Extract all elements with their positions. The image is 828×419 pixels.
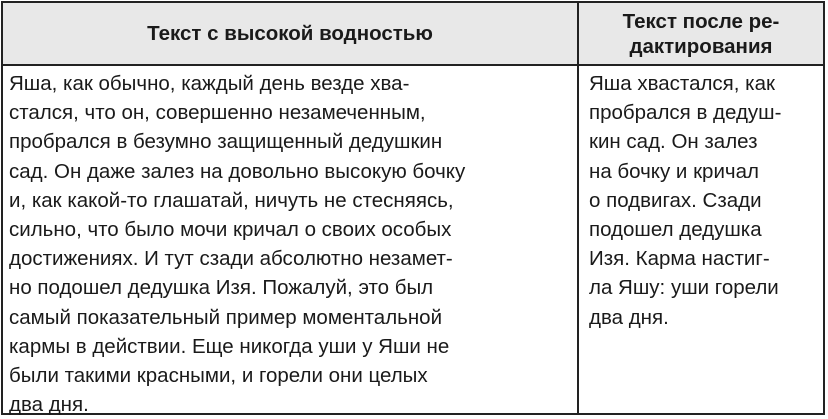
high-water-text-line: пробрался в безумно защищенный дедушкин xyxy=(9,130,443,154)
edited-text-line: Яша хвастался, как xyxy=(589,72,775,95)
high-water-text-line: самый показательный пример моментальной xyxy=(9,305,443,329)
high-water-text-line: стался, что он, совершенно незамеченным, xyxy=(9,101,426,125)
high-water-text-cell xyxy=(3,66,579,417)
edited-text-line: пробрался в дедуш- xyxy=(589,101,782,125)
high-water-text-line: сад. Он даже залез на довольно высокую бочку xyxy=(9,159,466,183)
edited-text-line: Изя. Карма настиг- xyxy=(589,247,770,271)
edited-text-line: подошел дедушка xyxy=(589,218,762,242)
header-high-water-text xyxy=(3,3,579,66)
high-water-text-line: достижениях. И тут сзади абсолютно незамет- xyxy=(9,247,453,271)
high-water-text-line: Яша, как обычно, каждый день везде хва- xyxy=(9,72,410,95)
high-water-text-line: были такими красными, и горели они целых xyxy=(9,364,428,388)
edited-text-line: на бочку и кричал xyxy=(589,159,759,183)
high-water-text-line: но подошел дедушка Изя. Пожалуй, это был xyxy=(9,276,434,300)
header-edited-text xyxy=(579,3,823,66)
high-water-text-line: кармы в действии. Еще никогда уши у Яши не xyxy=(9,334,450,358)
edited-text-cell xyxy=(579,66,823,413)
header-edited-text-line-1: Текст после ре- xyxy=(622,9,780,33)
edited-text-line: ла Яшу: уши горели xyxy=(589,276,779,300)
edited-text-line: кин сад. Он залез xyxy=(589,130,758,154)
high-water-text-line: два дня. xyxy=(9,393,89,417)
header-high-water-text-label: Текст с высокой водностью xyxy=(147,22,433,45)
edited-text-line: о подвигах. Сзади xyxy=(589,188,762,212)
header-edited-text-line-2: дактирования xyxy=(629,34,773,58)
high-water-text-line: сильно, что было мочи кричал о своих особых xyxy=(9,218,452,242)
high-water-text-line: и, как какой-то глашатай, ничуть не стесняясь, xyxy=(9,188,454,212)
edited-text-line: два дня. xyxy=(589,305,669,329)
comparison-table xyxy=(1,1,825,415)
